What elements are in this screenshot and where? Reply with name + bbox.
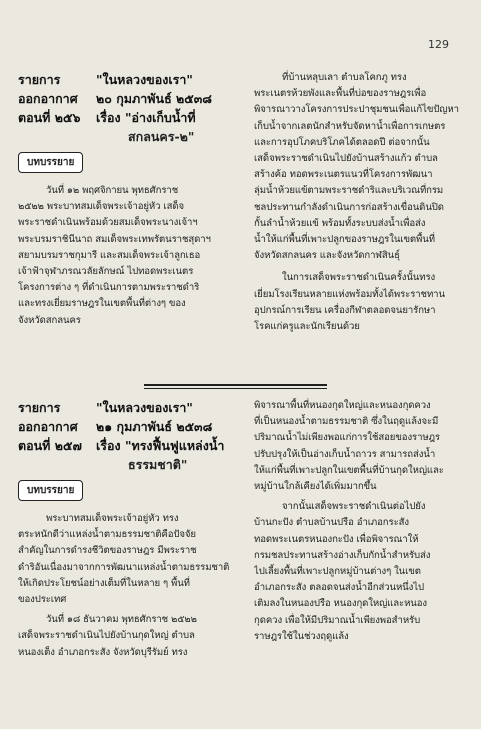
text-line: พระราชดำเนินพร้อมด้วยสมเด็จพระนางเจ้าฯ [18, 217, 198, 229]
text-line: พิจารณาพื้นที่หนองกุดใหญ่และหนองกุดควง [254, 400, 431, 411]
text-line: พิจารณาวางโครงการประปาชุมชนเพื่อแก้ไขปัญหา [254, 104, 459, 116]
text-line: ของประเทศ [18, 594, 67, 606]
text-line: เสด็จพระราชดำเนินไปยังบ้านสร้างแก้ว ตำบล [254, 153, 438, 165]
broadcast-date: ๒๑ กุมภาพันธ์ ๒๕๓๘ [96, 419, 213, 434]
editorial-label: บทบรรยาย [18, 152, 83, 173]
broadcast-label: ออกอากาศ [18, 419, 78, 434]
text-line: จังหวัดสกลนคร และจังหวัดกาฬสินธุ์ [254, 250, 400, 262]
broadcast-date: ๒๐ กุมภาพันธ์ ๒๕๓๘ [96, 91, 212, 106]
text-line: ชลประทานกำลังดำเนินการก่อสร้างเขื่อนดินปิด [254, 201, 444, 213]
text-line: วันที่ ๑๘ ธันวาคม พุทธศักราช ๒๕๒๒ [46, 614, 197, 626]
text-line: พระเนตรห้วยพังและพื้นที่บ่อของราษฎรเพื่อ [254, 88, 427, 100]
program-label: รายการ [18, 72, 61, 87]
text-line: วันที่ ๑๒ พฤศจิกายน พุทธศักราช [46, 185, 179, 196]
narration-paragraph [254, 499, 464, 645]
text-line: ไปเลี้ยงพื้นที่เพาะปลูกหมู่บ้านต่างๆ ในเขต [254, 566, 421, 578]
text-line: จังหวัดสกลนคร [18, 314, 81, 326]
right-column [254, 398, 464, 647]
text-line: ในการเสด็จพระราชดำเนินครั้งนั้นทรง [282, 272, 436, 284]
text-line: น้ำให้แก่พื้นที่เพาะปลูกของราษฎรในเขตพื้นที่ [254, 234, 435, 246]
text-line: ๒๕๒๒ พระบาทสมเด็จพระเจ้าอยู่หัว เสด็จ [18, 201, 184, 213]
text-line: ที่เป็นหนองน้ำตามธรรมชาติ ซึ่งในฤดูแล้งจะมี [254, 416, 439, 428]
left-column [18, 70, 236, 331]
text-line: พระบาทสมเด็จพระเจ้าอยู่หัว ทรง [46, 513, 179, 524]
text-line: ราษฎรใช้ในช่วงฤดูแล้ง [254, 630, 349, 642]
narration-paragraph [18, 612, 236, 661]
right-column [254, 70, 464, 337]
left-column [18, 398, 236, 663]
text-line: และการอุปโภคบริโภคได้ตลอดปี ต่อจากนั้น [254, 136, 430, 148]
text-line: กั้นลำน้ำห้วยแข้ พร้อมทั้งระบบส่งน้ำเพื่อส่ง [254, 217, 426, 229]
episode-257-section [0, 398, 481, 713]
episode-title-cont: สกลนคร-๒" [128, 129, 195, 144]
text-line: เก็บน้ำจากเลตนักสำหรับจัดหาน้ำเพื่อการเกษตร [254, 120, 446, 132]
broadcast-row [18, 417, 236, 436]
text-line: ให้แก่พื้นที่เพาะปลูกในเขตพื้นที่บ้านกุดใหญ่และ [254, 464, 444, 476]
episode-row [18, 436, 236, 455]
broadcast-row [18, 89, 236, 108]
text-line: เยี่ยมโรงเรียนหลายแห่งพร้อมทั้งได้พระราชทาน [254, 288, 445, 300]
program-row [18, 398, 236, 417]
text-line: ให้เกิดประโยชน์อย่างเต็มที่ในหลาย ๆ พื้นที่ [18, 577, 190, 589]
text-line: โครงการต่าง ๆ ที่ดำเนินการตามพระราชดำริ [18, 282, 200, 294]
text-line: ทอดพระเนตรหนองกะปัง เพื่อพิจารณาให้ [254, 533, 419, 545]
text-line: ปริมาณน้ำไม่เพียงพอแก่การใช้สอยของราษฎร [254, 432, 440, 444]
text-line: เจ้าฟ้าจุฬาภรณวลัยลักษณ์ ไปทอดพระเนตร [18, 266, 194, 278]
program-title: "ในหลวงของเรา" [96, 72, 193, 87]
text-line: พระบรมราชินีนาถ สมเด็จพระเทพรัตนราชสุดาฯ [18, 233, 211, 245]
text-line: กุดควง เพื่อให้มีปริมาณน้ำเพียงพอสำหรับ [254, 614, 421, 626]
text-line: ตระหนักดีว่าแหล่งน้ำตามธรรมชาติคือปัจจัย [18, 529, 196, 541]
text-line: กรมชลประทานสร้างอ่างเก็บกักน้ำสำหรับส่ง [254, 549, 431, 561]
program-title: "ในหลวงของเรา" [96, 400, 193, 415]
text-line: จากนั้นเสด็จพระราชดำเนินต่อไปยัง [282, 501, 426, 513]
text-line: อำเภอกระสัง ตลอดจนส่งน้ำอีกส่วนหนึ่งไป [254, 582, 424, 594]
text-line: ลุ่มน้ำห้วยแข้ตามพระราชดำริและบริเวณที่กรม [254, 185, 444, 197]
page-number: 129 [428, 38, 449, 51]
text-line: สยามบรมราชกุมารี และสมเด็จพระเจ้าลูกเธอ [18, 249, 201, 261]
episode-row [18, 108, 236, 127]
episode-number: ตอนที่ ๒๕๖ [18, 110, 81, 125]
narration-paragraph [254, 398, 464, 495]
text-line: สร้างค้อ ทอดพระเนตรแนวที่โครงการพัฒนา [254, 169, 433, 181]
text-line: เสด็จพระราชดำเนินไปยังบ้านกุดใหญ่ ตำบล [18, 630, 195, 642]
text-line: หนองเต็ง อำเภอกระสัง จังหวัดบุรีรัมย์ ทรง [18, 646, 188, 658]
narration-paragraph [254, 70, 464, 264]
text-line: อุปกรณ์การเรียน เครื่องกีฬาตลอดจนยารักษา [254, 304, 436, 316]
text-line: หมู่บ้านใกล้เคียงได้เพิ่มมากขึ้น [254, 481, 377, 493]
text-line: โรคแก่ครูและนักเรียนด้วย [254, 321, 360, 333]
text-line: สำคัญในการดำรงชีวิตของราษฎร มีพระราช [18, 545, 197, 557]
narration-paragraph [254, 270, 464, 335]
episode-number: ตอนที่ ๒๕๗ [18, 438, 82, 453]
program-row [18, 70, 236, 89]
text-line: ที่บ้านหลุบเลา ตำบลโคกภู ทรง [282, 72, 407, 83]
episode-title-cont: ธรรมชาติ" [128, 457, 188, 472]
program-label: รายการ [18, 400, 61, 415]
text-line: และทรงเยี่ยมราษฎรในเขตพื้นที่ต่างๆ ของ [18, 298, 186, 310]
text-line: เติมลงในหนองปรือ หนองกุดใหญ่และหนอง [254, 598, 428, 610]
text-line: ปรับปรุงให้เป็นอ่างเก็บน้ำถาวร สามารถส่งน้ำ [254, 448, 436, 460]
episode-256-section [0, 70, 481, 370]
narration-paragraph [18, 511, 236, 608]
episode-title: เรื่อง "อ่างเก็บน้ำที่ [96, 110, 196, 125]
text-line: บ้านกะปัง ตำบลบ้านปรือ อำเภอกระสัง [254, 517, 409, 529]
narration-paragraph [18, 183, 236, 329]
section-divider [144, 384, 327, 389]
broadcast-label: ออกอากาศ [18, 91, 78, 106]
editorial-label: บทบรรยาย [18, 480, 83, 501]
text-line: ดำริอันเนื่องมาจากการพัฒนาแหล่งน้ำตามธรรมชาติ [18, 561, 230, 573]
episode-title: เรื่อง "ทรงฟื้นฟูแหล่งน้ำ [96, 438, 225, 453]
